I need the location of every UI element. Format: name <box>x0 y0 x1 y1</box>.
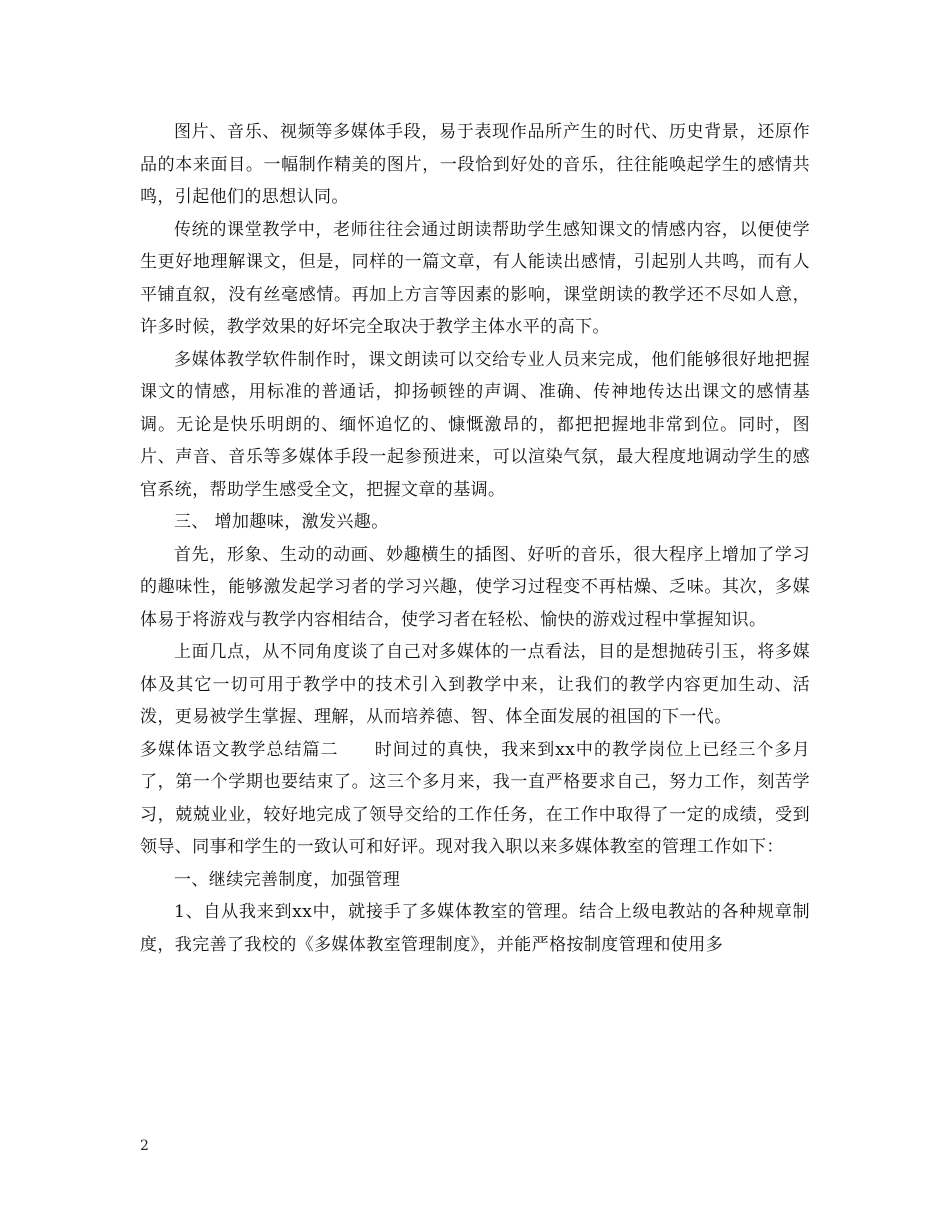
paragraph-software-reading: 多媒体教学软件制作时，课文朗读可以交给专业人员来完成，他们能够很好地把握课文的情感，用标准的普通话，抑扬顿锉的声调、准确、传神地传达出课文的感情基调。无论是快乐明朗的、缅怀追忆的、慷慨激昂的，都把把握地非常到位。同时，图片、声音、音乐等多媒体手段一起参预进来，可以渲染气氛，最大程度地调动学生的感官系统，帮助学生感受全文，把握文章的基调。 <box>140 349 810 500</box>
paragraph-interest: 首先，形象、生动的动画、妙趣横生的插图、好听的音乐，很大程序上增加了学习的趣味性，能够激发起学习者的学习兴趣，使学习过程变不再枯燥、乏味。其次，多媒体易于将游戏与教学内容相结合，使学习者在轻松、愉快的游戏过程中掌握知识。 <box>140 544 810 630</box>
paragraph-conclusion: 上面几点，从不同角度谈了自己对多媒体的一点看法，目的是想抛砖引玉，将多媒体及其它一切可用于教学中的技术引入到教学中来，让我们的教学内容更加生动、活泼，更易被学生掌握、理解，从而培养德、智、体全面发展的祖国的下一代。 <box>140 642 810 727</box>
body-text <box>140 116 810 961</box>
paragraph-multimedia-means: 图片、音乐、视频等多媒体手段，易于表现作品所产生的时代、历史背景，还原作品的本来面目。一幅制作精美的图片，一段恰到好处的音乐，往往能唤起学生的感情共鸣，引起他们的思想认同。 <box>140 122 810 207</box>
page-number: 2 <box>140 1138 149 1154</box>
paragraph-management: 1、自从我来到xx中，就接手了多媒体教室的管理。结合上级电教站的各种规章制度，我完善了我校的《多媒体教室管理制度》，并能严格按制度管理和使用多 <box>140 902 810 955</box>
paragraph-traditional-teaching: 传统的课堂教学中，老师往往会通过朗读帮助学生感知课文的情感内容，以便使学生更好地理解课文，但是，同样的一篇文章，有人能读出感情，引起别人共鸣，而有人平铺直叙，没有丝毫感情。再加上方言等因素的影响，课堂朗读的教学还不尽如人意，许多时候，教学效果的好坏完全取决于教学主体水平的高下。 <box>140 219 810 337</box>
section-heading-three: 三、 增加趣味，激发兴趣。 <box>174 512 389 532</box>
paragraph-summary-two: 多媒体语文教学总结篇二 时间过的真快，我来到xx中的教学岗位上已经三个多月了，第一个学期也要结束了。这三个多月来，我一直严格要求自己，努力工作，刻苦学习，兢兢业业，较好地完成了领导交给的工作任务，在工作中取得了一定的成绩，受到领导、同事和学生的一致认可和好评。现对我入职以来多媒体教室的管理工作如下： <box>140 739 810 857</box>
section-heading-one: 一、继续完善制度，加强管理 <box>174 869 401 890</box>
